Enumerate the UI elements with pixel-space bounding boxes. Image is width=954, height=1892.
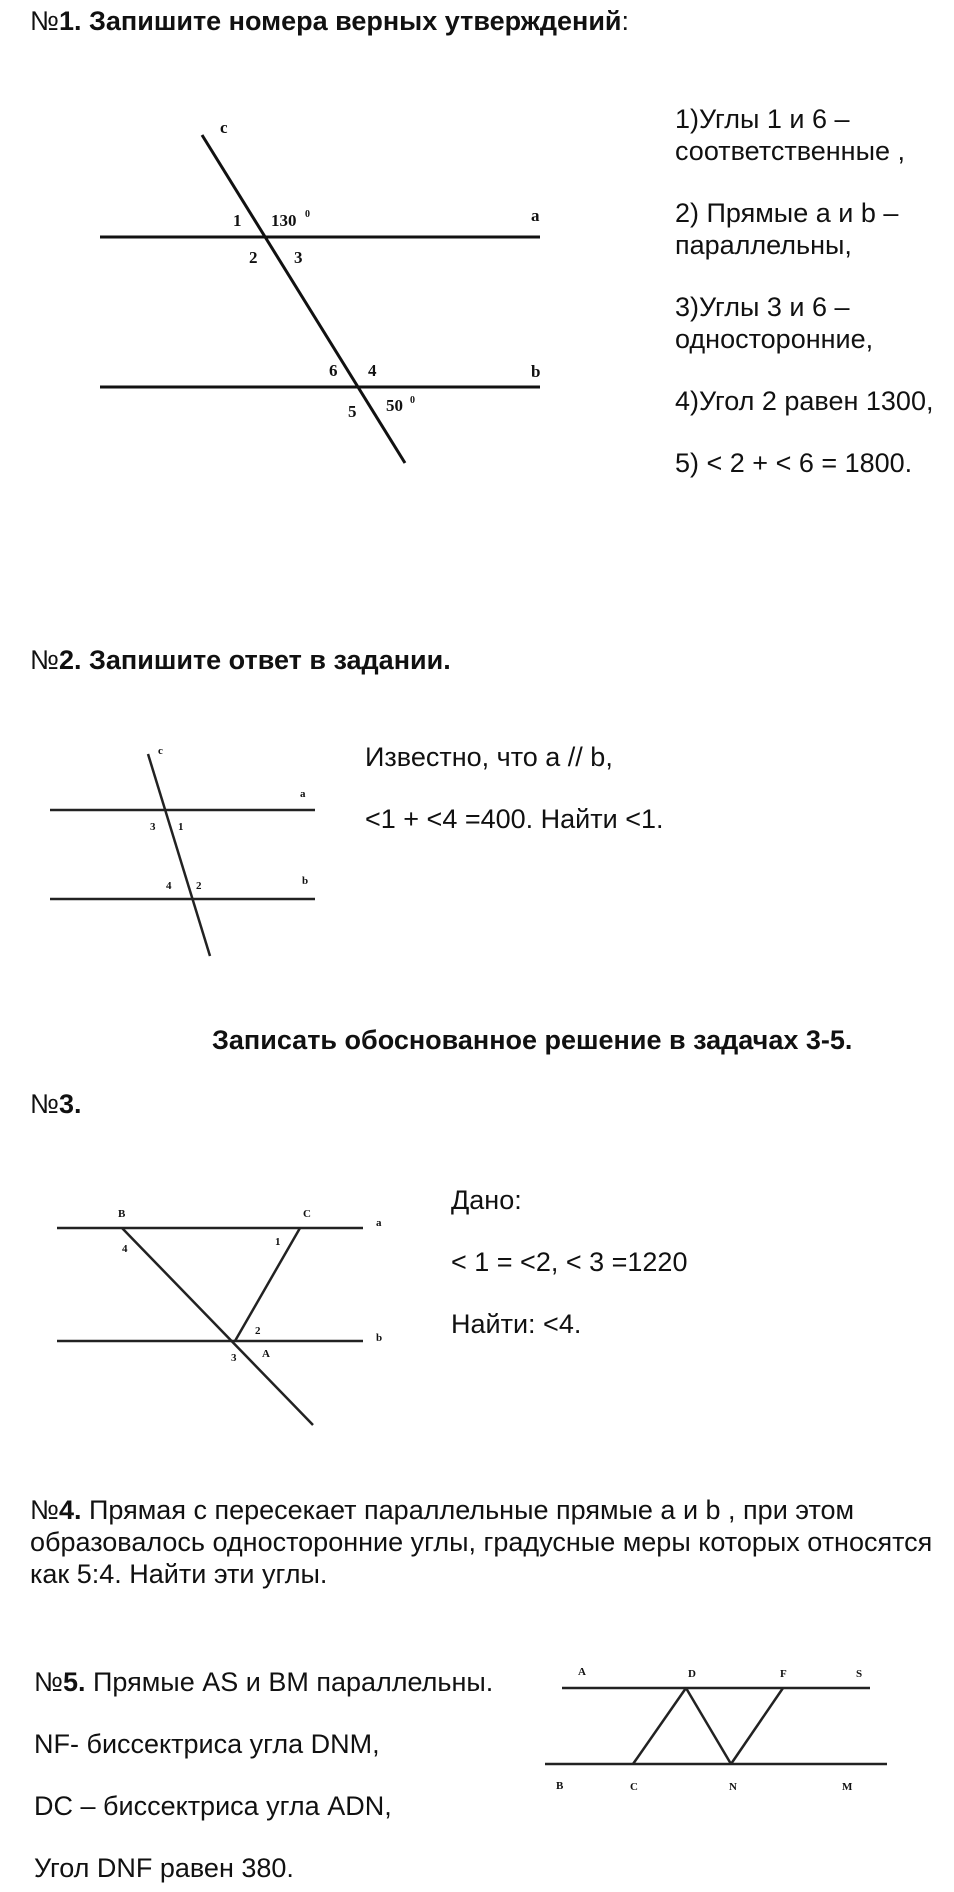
angle-3: 3 [231, 1352, 237, 1364]
label-c: c [158, 745, 163, 757]
task3-num-prefix: № [30, 1089, 59, 1119]
angle-3: 3 [150, 821, 156, 833]
value-50: 50 [386, 396, 403, 415]
label-b: b [376, 1332, 383, 1344]
point-C: C [630, 1781, 638, 1793]
label-a: a [376, 1217, 382, 1229]
task5-line4: Угол DNF равен 380. [34, 1853, 294, 1883]
task1-colon: : [621, 6, 630, 36]
statement-4: 4)Угол 2 равен 1300, [675, 386, 934, 416]
point-A: A [578, 1666, 586, 1678]
point-M: M [842, 1781, 853, 1793]
angle-5: 5 [348, 402, 357, 421]
statement-1: 1)Углы 1 и 6 – соответственные , [675, 104, 906, 166]
angle-4: 4 [122, 1243, 128, 1255]
angle-1: 1 [275, 1236, 281, 1248]
angle-2: 2 [249, 248, 258, 267]
label-b: b [302, 875, 309, 887]
task4-text: Прямая с пересекает параллельные прямые a и b , при этом образовалось односторонние углы, градусные меры которых относятся как 5:4. Найти эти углы. [30, 1495, 933, 1589]
task2-line2: <1 + <4 =400. Найти <1. [365, 804, 664, 834]
statement-2: 2) Прямые a и b – параллельны, [675, 198, 899, 260]
task1-num: 1. [58, 6, 82, 36]
task4-num: 4. [58, 1495, 82, 1525]
task3-find: Найти: <4. [451, 1309, 582, 1339]
label-a: a [300, 788, 306, 800]
angle-4: 4 [368, 361, 377, 380]
statement-5: 5) < 2 + < 6 = 1800. [675, 448, 913, 478]
task2-num-prefix: № [30, 645, 59, 675]
task2-title: Запишите ответ в задании. [81, 645, 451, 675]
task3-given-title: Дано: [451, 1185, 522, 1215]
task5-num: 5. [62, 1667, 86, 1697]
angle-2: 2 [196, 880, 202, 892]
task3-num: 3. [58, 1089, 82, 1119]
point-C: C [303, 1208, 311, 1220]
point-D: D [688, 1668, 696, 1680]
point-B: B [556, 1780, 564, 1792]
statement-3: 3)Углы 3 и 6 – односторонние, [675, 292, 874, 354]
angle-1: 1 [233, 211, 242, 230]
point-N: N [729, 1781, 737, 1793]
task5-line3: DC – биссектриса угла ADN, [34, 1791, 392, 1821]
task5-line2: NF- биссектриса угла DNM, [34, 1729, 380, 1759]
instruction-heading: Записать обоснованное решение в задачах 3-5. [212, 1025, 853, 1055]
task1-num-prefix: № [30, 6, 59, 36]
segment-DC [633, 1688, 686, 1764]
angle-1: 1 [178, 821, 184, 833]
task3-given-line: < 1 = <2, < 3 =1220 [451, 1247, 688, 1277]
task1-title: Запишите номера верных утверждений [81, 6, 622, 36]
label-a: a [531, 206, 540, 225]
angle-6: 6 [329, 361, 338, 380]
angle-4: 4 [166, 880, 172, 892]
degree-bottom: 0 [410, 395, 415, 406]
segment-DN [686, 1688, 731, 1764]
point-S: S [856, 1668, 863, 1680]
label-b: b [531, 362, 541, 381]
point-B: B [118, 1208, 126, 1220]
task2-num: 2. [58, 645, 82, 675]
value-130: 130 [271, 211, 297, 230]
angle-3: 3 [294, 248, 303, 267]
point-A: A [262, 1348, 270, 1360]
segment-NF [731, 1688, 783, 1764]
task2-line1: Известно, что a // b, [365, 742, 613, 772]
task5-num-prefix: № [34, 1667, 63, 1697]
task4-num-prefix: № [30, 1495, 59, 1525]
degree-top: 0 [305, 209, 310, 220]
angle-2: 2 [255, 1325, 261, 1337]
task5-line1-text: Прямые AS и BM параллельны. [85, 1667, 494, 1697]
label-c: c [220, 118, 228, 137]
point-F: F [780, 1668, 787, 1680]
